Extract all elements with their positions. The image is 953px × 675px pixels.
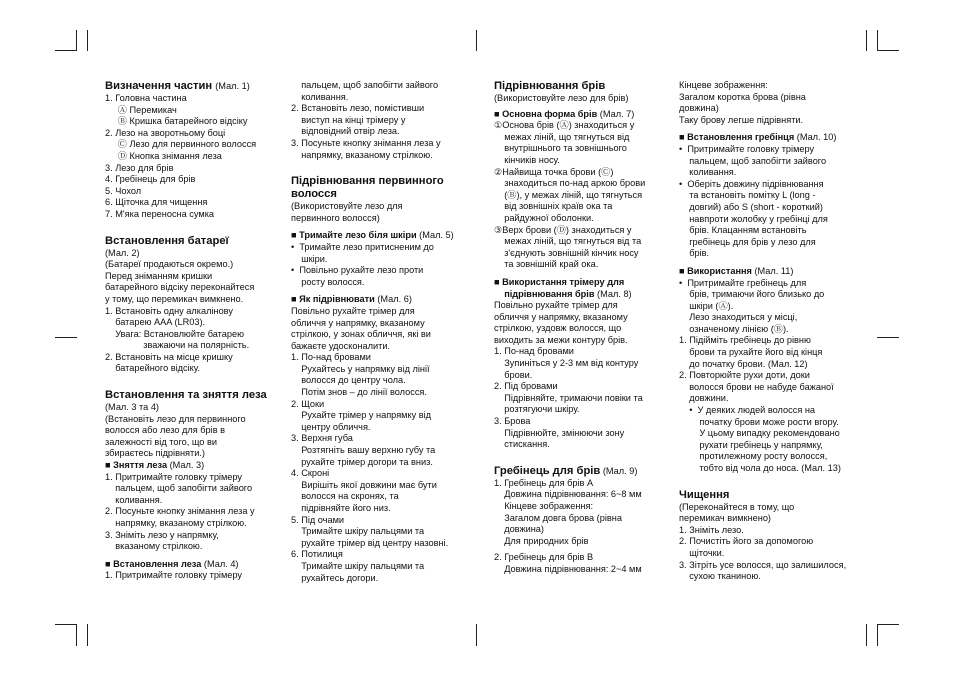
comb-list-2 [494, 552, 645, 575]
text-line: Зупиніться у 2-3 мм від контуру [494, 358, 639, 369]
text-line: стрілкою, уздовж волосся, що [494, 323, 622, 334]
text-line: Підрівнюйте, змінюючи зону [494, 427, 625, 438]
remove-blade-steps [105, 472, 267, 553]
text-line: брови та рухайте його від кінця [679, 347, 823, 358]
text-line: ②Найвища точка брови (Ⓒ) [494, 166, 614, 177]
install-blade-steps [105, 570, 267, 582]
text-line: волосся на скронях, та [291, 491, 399, 502]
text-line: ①Основа брів (Ⓐ) знаходиться у [494, 120, 635, 131]
text-line: протилежному росту волосся, [679, 451, 828, 462]
text-line: обличчя у напрямку, вказаному [494, 311, 628, 322]
text-line: волосся до центру чола. [291, 375, 406, 386]
text-line: Довжина підрівнювання: 2~4 мм [494, 563, 642, 574]
text-line: Лезо знаходиться у місці, [679, 312, 798, 323]
text-line: Довжина підрівнювання: 6~8 мм [494, 489, 642, 500]
battery-heading: Встановлення батареї [105, 234, 229, 247]
text-line: початку брови може рости вгору. [679, 416, 839, 427]
text-line: • Оберіть довжину підрівнювання [679, 178, 824, 189]
text-line: У цьому випадку рекомендовано [679, 428, 840, 439]
text-line: 4. Скроні [291, 468, 330, 479]
text-line: 1. Головна частина [105, 93, 187, 103]
text-line: Повільно рухайте трімер для [494, 300, 618, 311]
column-4 [679, 80, 846, 583]
text-line: виходить за межи контуру брів. [494, 334, 628, 345]
text-line: пальцем, щоб запобігти зайвого [291, 80, 439, 90]
text-line: рухайте трімер від центру назовні. [291, 537, 449, 548]
text-line: стрілкою, у зонах обличчя, які ви [291, 329, 431, 340]
text-line: 3. Лезо для брів [105, 162, 174, 173]
text-line: означеному лінією (Ⓑ). [679, 323, 789, 334]
text-line: центру обличчя. [291, 421, 371, 432]
text-line: • Тримайте лезо притисненим до [291, 241, 434, 252]
text-line: 2. Почистіть його за допомогою [679, 536, 814, 547]
text-line: рухайте трімер догори та вниз. [291, 456, 433, 467]
text-line: • У деяких людей волосся на [679, 405, 816, 416]
text-line: Тримайте шкіру пальцями та [291, 526, 425, 537]
text-line: Для природних брів [494, 535, 589, 546]
column-1 [105, 80, 267, 582]
text-line: 1. Притримайте головку трімеру [105, 471, 242, 482]
text-line: райдужної оболонки. [494, 212, 594, 223]
text-line: 6. Потилиця [291, 549, 343, 560]
text-line: 3. Брова [494, 416, 531, 427]
text-line: довгий) або S (short - короткий) [679, 201, 823, 212]
parts-list [105, 93, 267, 221]
skin-list [291, 242, 454, 288]
text-line: • Притримайте гребінець для [679, 277, 807, 288]
text-line: рухайтесь догори. [291, 572, 379, 583]
text-line: 1. Притримайте головку трімеру [105, 570, 242, 581]
text-line: (Використовуйте лезо для [291, 201, 403, 212]
text-line: 3. Зітріть усе волосся, що залишилося, [679, 559, 847, 570]
text-line: 2. Під бровами [494, 381, 558, 392]
text-line: 1. Гребінець для брів A [494, 477, 594, 488]
text-line: брів. [679, 248, 710, 259]
text-line: Загалом довга брова (рівна [494, 512, 622, 523]
text-line: знаходиться по-над аркою брови [494, 178, 646, 189]
install-blade-continued [291, 80, 454, 161]
how-list [291, 306, 454, 584]
text-line: розтягуючи шкіру. [494, 404, 580, 415]
text-line: напрямку, вказаному стрілкою. [291, 149, 433, 160]
text-line: пальцем, щоб запобігти зайвого [105, 483, 253, 494]
text-line: від зовнішніх країв ока та [494, 201, 613, 212]
text-line: виступ на кінці трімеру у [291, 114, 406, 125]
text-line: 2. Встановіть на місце кришку [105, 351, 233, 362]
usage-subheading: ■ Використання (Мал. 11) [679, 265, 794, 276]
text-line: Увага: Встановлюйте батарею [105, 328, 245, 339]
text-line: підрівняйте його низ. [291, 503, 391, 513]
text-line: довжини. [679, 393, 729, 404]
text-line: 2. Гребінець для брів B [494, 552, 594, 563]
text-line: (Мал. 2) [105, 247, 140, 258]
text-line: Рухайте трімер у напрямку від [291, 410, 432, 421]
trimmer-use-subheading-2: підрівнювання брів (Мал. 8) [494, 288, 632, 299]
text-line: перемикач вимкнено) [679, 513, 771, 524]
text-line: 2. Лезо на зворотньому боці [105, 127, 226, 138]
text-line: Тримайте шкіру пальцями та [291, 560, 425, 571]
comb-install-list [679, 144, 846, 260]
text-line: Ⓓ Кнопка знімання леза [105, 150, 222, 161]
text-line: 1. Підійміть гребінець до рівню [679, 335, 811, 346]
body-trim-heading: Підрівнювання первинного волосся [291, 175, 444, 201]
text-line: та зовнішній край ока. [494, 259, 599, 270]
text-line: 1. Зніміть лезо. [679, 524, 744, 535]
text-line: Вирішіть якої довжини має бути [291, 479, 437, 490]
text-line: довжина) [494, 524, 544, 535]
text-line: та встановіть помітку L (long - [679, 190, 816, 201]
column-2 [291, 80, 454, 584]
text-line: батарейного відсіку переконайтеся [105, 282, 255, 293]
comb-list [494, 478, 645, 548]
text-line: 6. Щіточка для чищення [105, 197, 208, 208]
text-line: напрямку, вказаному стрілкою. [105, 518, 247, 528]
text-line: коливання. [679, 167, 737, 178]
text-line: зважаючи на полярність. [105, 340, 250, 351]
text-line: тобто від чола до носа. (Мал. 13) [679, 463, 841, 473]
text-line: 2. Посуньте кнопку знімання леза у [105, 506, 255, 517]
text-line: батарею AAA (LR03). [105, 317, 206, 328]
brow-shape-list [494, 120, 645, 271]
blade-heading: Встановлення та зняття леза [105, 389, 267, 402]
text-line: Ⓒ Лезо для первинного волосся [105, 139, 257, 150]
text-line: залежності від того, що ви [105, 436, 217, 447]
cleaning-heading: Чищення [679, 488, 730, 501]
text-line: (Використовуйте лезо для брів) [494, 93, 629, 103]
text-line: Кінцеве зображення: [679, 80, 768, 90]
text-line: 1. По-над бровами [291, 352, 371, 363]
text-line: • Повільно рухайте лезо проти [291, 265, 424, 276]
text-line: до початку брови. (Мал. 12) [679, 358, 808, 369]
text-line: Перед зніманням кришки [105, 270, 213, 281]
text-line: Потім знов – до лінії волосся. [291, 387, 427, 398]
text-line: (Батареї продаються окремо.) [105, 259, 234, 270]
text-line: первинного волосся) [291, 212, 380, 223]
text-line: сухою тканиною. [679, 571, 761, 582]
text-line: ③Верх брови (Ⓓ) знаходиться у [494, 224, 632, 235]
how-subheading: ■ Як підрівнювати (Мал. 6) [291, 294, 412, 305]
text-line: волосся або лезо для брів в [105, 425, 226, 436]
body-trim-intro [291, 201, 454, 224]
comb-b-continued [679, 80, 846, 126]
text-line: бажаєте удосконалити. [291, 340, 391, 351]
text-line: 5. Чохол [105, 185, 142, 196]
text-line: навпроти жолобку у гребінці для [679, 213, 828, 224]
text-line: 2. Встановіть лезо, помістивши [291, 103, 425, 114]
text-line: 3. Посуньте кнопку знімання леза у [291, 137, 441, 148]
text-line: Рухайтесь у напрямку від лінії [291, 363, 430, 374]
text-line: гребінець для брів у лезо для [679, 236, 816, 247]
text-line: відповідний отвір леза. [291, 126, 400, 137]
text-line: 2. Щоки [291, 398, 325, 409]
text-line: стискання. [494, 439, 550, 450]
text-line: вказаному стрілкою. [105, 541, 203, 552]
text-line: коливання. [291, 91, 349, 102]
blade-text [105, 402, 267, 460]
text-line: шкіри (Ⓐ). [679, 300, 734, 311]
text-line: коливання. [105, 494, 163, 505]
text-line: внутрішнього та зовнішнього [494, 143, 627, 154]
comb-install-subheading: ■ Встановлення гребінця (Мал. 10) [679, 132, 837, 143]
text-line: кінчиків носу. [494, 154, 560, 165]
text-line: Підрівняйте, тримаючи повіки та [494, 392, 643, 403]
text-line: межах ліній, що тягнуться від та [494, 236, 642, 247]
text-line: обличчя у напрямку, вказаному [291, 317, 425, 328]
trimmer-use-list [494, 300, 645, 451]
brows-heading: Підрівнювання брів [494, 80, 606, 92]
text-line: (Переконайтеся в тому, що [679, 501, 795, 512]
usage-list [679, 278, 846, 475]
text-line: пальцем, щоб запобігти зайвого [679, 155, 827, 166]
text-line: у тому, що перемикач вимкнено. [105, 293, 244, 304]
text-line: 3. Верхня губа [291, 433, 353, 444]
text-line: 3. Зніміть лезо у напрямку, [105, 529, 219, 540]
text-line: батарейного відсіку. [105, 363, 200, 374]
text-line: Ⓑ Кришка батарейного відсіку [105, 116, 248, 127]
text-line: 1. По-над бровами [494, 346, 574, 357]
comb-heading: Гребінець для брів (Мал. 9) [494, 464, 638, 477]
text-line: довжина) [679, 103, 719, 114]
text-line: 4. Гребінець для брів [105, 174, 196, 185]
text-line: волосся брови не набуде бажаної [679, 381, 834, 392]
text-line: щіточки. [679, 547, 725, 558]
skin-subheading: ■ Тримайте лезо біля шкіри (Мал. 5) [291, 230, 454, 241]
text-line: Розтягніть вашу верхню губу та [291, 445, 436, 456]
text-line: (Мал. 3 та 4) [105, 402, 159, 413]
text-line: Ⓐ Перемикач [105, 104, 177, 115]
text-line: 2. Повторюйте рухи доти, доки [679, 370, 810, 381]
brows-intro [494, 93, 645, 105]
text-line: рухати гребінець у напрямку, [679, 439, 823, 450]
text-line: 5. Під очами [291, 514, 345, 525]
text-line: брів. Клацанням встановіть [679, 225, 807, 236]
text-line: 7. М'яка переносна сумка [105, 208, 215, 219]
install-blade-subheading: ■ Встановлення леза (Мал. 4) [105, 558, 239, 569]
text-line: брови. [494, 369, 533, 380]
trimmer-use-subheading-1: ■ Використання трімеру для [494, 276, 625, 287]
brow-shape-subheading: ■ Основна форма брів (Мал. 7) [494, 108, 635, 119]
text-line: межах ліній, що тягнуться від [494, 131, 630, 142]
text-line: Повільно рухайте трімер для [291, 305, 415, 316]
text-line: з'єднують зовнішній кінчик носу [494, 247, 639, 258]
text-line: Кінцеве зображення: [494, 501, 594, 511]
battery-text [105, 248, 267, 376]
text-line: • Притримайте головку трімеру [679, 143, 815, 154]
text-line: збираєтесь підрівняти.) [105, 448, 205, 459]
remove-blade-subheading: ■ Зняття леза (Мал. 3) [105, 460, 205, 471]
text-line: (Ⓑ), у межах ліній, що тягнуться [494, 189, 643, 200]
column-3 [494, 80, 645, 576]
text-line: росту волосся. [291, 276, 365, 287]
text-line: брів, тримаючи його близько до [679, 289, 825, 300]
cleaning-list [679, 502, 846, 583]
text-line: Загалом коротка брова (рівна [679, 91, 806, 102]
text-line: Таку брову легше підрівняти. [679, 114, 804, 125]
text-line: (Встановіть лезо для первинного [105, 413, 246, 424]
parts-heading: Визначення частин (Мал. 1) [105, 80, 250, 92]
text-line: 1. Встановіть одну алкалінову [105, 305, 233, 316]
text-line: шкіри. [291, 253, 328, 264]
